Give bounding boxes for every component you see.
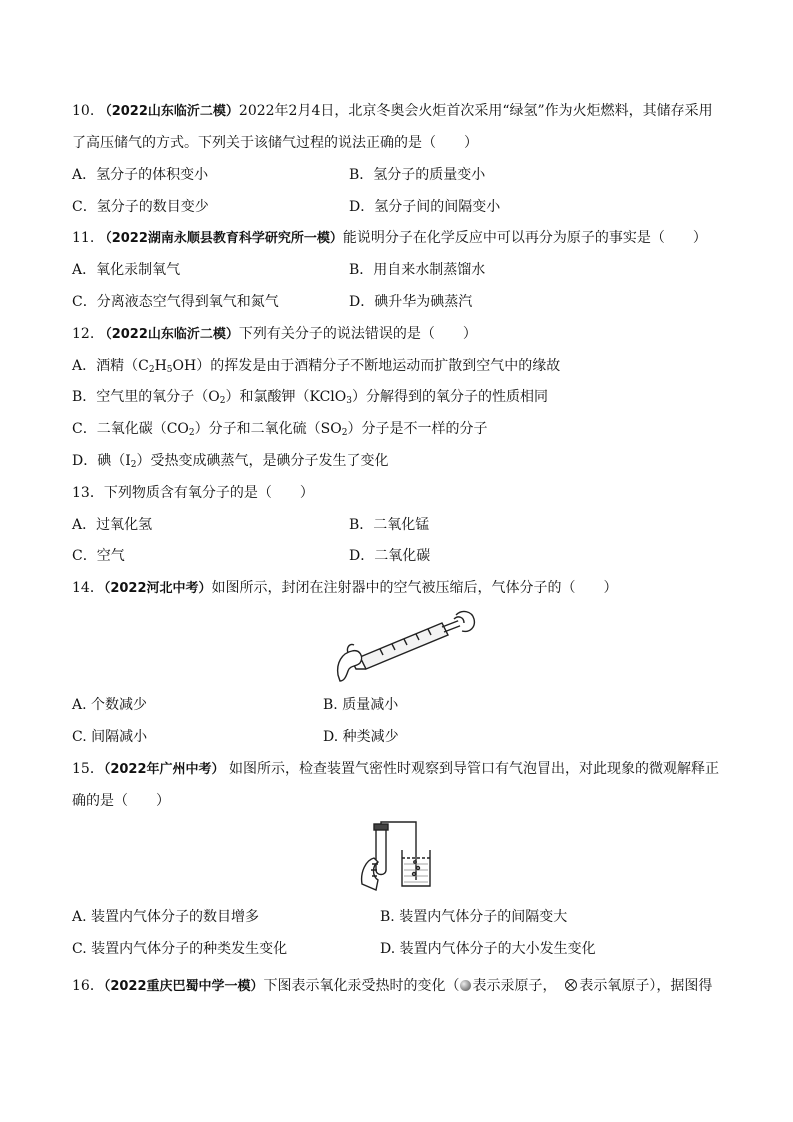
q16-o-label: 表示氧原子），据图得 (579, 978, 713, 994)
syringe-figure (330, 605, 476, 683)
q15-source: （2022年广州中考） (103, 762, 225, 777)
q10-number: 10. (72, 103, 95, 119)
q15-line1 (72, 760, 719, 779)
q16-stem: 下图表示氧化汞受热时的变化（ (263, 978, 460, 994)
q12-stem: 下列有关分子的说法错误的是（ ） (238, 326, 477, 342)
q12-option-d: D．碘$(I_2)$受热变成碘蒸气，是碘分子发生了变化 (72, 453, 389, 470)
q15-stem-line1: 如图所示，检查装置气密性时观察到导管口有气泡冒出，对此现象的微观解释正 (228, 761, 719, 777)
q11-line (72, 229, 707, 248)
q13-option-a: A．过氧化氢 (72, 517, 153, 533)
q12-source: （2022山东临沂二模） (98, 327, 239, 342)
q11-option-a: A．氧化汞制氧气 (72, 262, 181, 278)
q14-option-b: B. 质量减小 (323, 697, 399, 713)
oxygen-atom-icon (565, 979, 577, 991)
q15-number: 15． (72, 761, 104, 777)
q15-option-d: D. 装置内气体分子的大小发生变化 (380, 941, 596, 957)
q12-option-b: B．空气里的氧分子$(O_2)$和氯酸钾（KClO$_3$）分解得到的氧分子的性质相同 (72, 389, 548, 406)
q12-number: 12. (72, 326, 95, 342)
q11-source: （2022湖南永顺县教育科学研究所一模） (98, 231, 343, 246)
q13-option-b: B．二氧化锰 (349, 517, 430, 533)
q11-option-d: D．碘升华为碘蒸汽 (349, 294, 473, 310)
q15-option-c: C. 装置内气体分子的种类发生变化 (72, 941, 288, 957)
q14-number: 14． (72, 580, 104, 596)
q12-option-a: A．酒精$(C_2H_5OH)$的挥发是由于酒精分子不断地运动而扩散到空气中的缘故 (72, 358, 561, 375)
q14-stem: 如图所示，封闭在注射器中的空气被压缩后，气体分子的（ ） (211, 580, 618, 596)
q13-option-c: C．空气 (72, 548, 125, 564)
q10-option-c: C．氢分子的数目变少 (72, 199, 209, 215)
mercury-atom-icon (460, 980, 471, 991)
q13-option-d: D．二氧化碳 (349, 548, 431, 564)
q16-hg-label: 表示汞原子， (472, 978, 557, 994)
q11-stem: 能说明分子在化学反应中可以再分为原子的事实是（ ） (342, 230, 707, 246)
q10-stem-line2: 了高压储气的方式。下列关于该储气过程的说法正确的是（ ） (72, 135, 478, 151)
airtightness-apparatus-figure (358, 820, 438, 892)
q15-option-b: B. 装置内气体分子的间隔变大 (380, 909, 568, 925)
q16-number: 16． (72, 978, 104, 994)
q14-option-c: C. 间隔减小 (72, 729, 148, 745)
q10-source: （2022山东临沂二模） (98, 104, 239, 119)
q11-number: 11. (72, 230, 95, 246)
q11-option-b: B．用自来水制蒸馏水 (349, 262, 486, 278)
q12-line (72, 325, 477, 344)
q14-source: （2022河北中考） (103, 581, 212, 596)
q11-option-c: C．分离液态空气得到氧气和氮气 (72, 294, 279, 310)
q12-option-c: C．二氧化碳$(CO_2)$分子和二氧化硫$(SO_2)$分子是不一样的分子 (72, 421, 488, 438)
q14-option-d: D. 种类减少 (323, 729, 399, 745)
q10-option-a: A．氢分子的体积变小 (72, 167, 209, 183)
q10-line1 (72, 102, 713, 121)
q15-stem-line2: 确的是（ ） (72, 793, 170, 809)
q10-stem-line1: 2022年2月4日，北京冬奥会火炬首次采用“绿氢”作为火炬燃料，其储存采用 (238, 103, 713, 119)
q16-line (72, 977, 712, 996)
q15-option-a: A. 装置内气体分子的数目增多 (72, 909, 260, 925)
q14-option-a: A. 个数减少 (72, 697, 148, 713)
q10-option-b: B．氢分子的质量变小 (349, 167, 486, 183)
q14-line (72, 579, 618, 598)
q10-option-d: D．氢分子间的间隔变小 (349, 199, 501, 215)
q16-source: （2022重庆巴蜀中学一模） (103, 979, 264, 994)
q13-stem: 13．下列物质含有氧分子的是（ ） (72, 485, 314, 501)
